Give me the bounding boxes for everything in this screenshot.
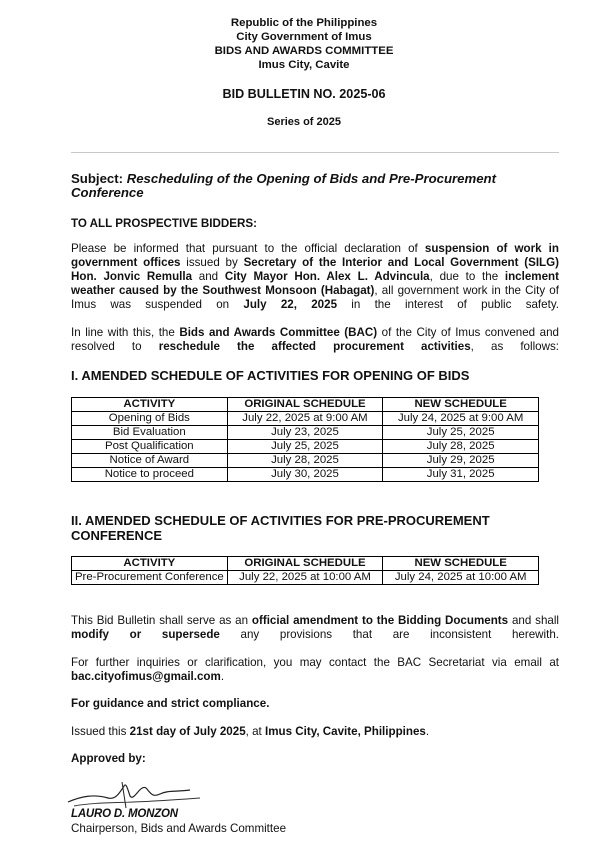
header-city-government: City Government of Imus [236,31,372,43]
table-cell: July 31, 2025 [383,468,539,482]
text-run: , due to the [429,270,505,283]
table-cell: July 30, 2025 [227,468,383,482]
text-run: For further inquiries or clarification, you may contact the BAC Secretariat via email at [71,656,559,669]
text-run: This Bid Bulletin shall serve as an [71,614,252,627]
table-cell: Pre-Procurement Conference [72,571,228,585]
table-row [72,440,539,454]
table-cell: Notice of Award [72,454,228,468]
column-header: NEW SCHEDULE [383,557,539,571]
table-cell: July 22, 2025 at 10:00 AM [227,571,383,585]
opening-of-bids-schedule-table [71,397,539,482]
pre-procurement-schedule-table [71,556,539,585]
signatory-name: LAURO D. MONZON [71,808,178,820]
text-run: of the City of Imus convened and resolved to [71,326,559,353]
table-row [72,571,539,585]
bold-run: Imus City, Cavite, Philippines [265,725,426,738]
text-run: in the interest of public safety. [337,298,559,311]
paragraph-inquiries [71,656,559,698]
text-run: Please be informed that pursuant to the official declaration of [71,242,425,255]
salutation: TO ALL PROSPECTIVE BIDDERS: [71,217,257,230]
text-run: In line with this, the [71,326,180,339]
section1-heading: I. AMENDED SCHEDULE OF ACTIVITIES FOR OPENING OF BIDS [71,368,470,383]
paragraph-bac-resolution [71,326,559,368]
table-cell: Bid Evaluation [72,426,228,440]
text-run: and shall [508,614,559,627]
bold-run: official amendment to the Bidding Documents [251,614,509,627]
bold-run: City Mayor Hon. Alex L. Advincula [224,270,430,283]
bold-run: suspension of work in government offices [71,242,559,269]
table-cell: July 24, 2025 at 9:00 AM [383,412,539,426]
contact-email: bac.cityofimus@gmail.com [71,670,221,683]
table-cell: Notice to proceed [72,468,228,482]
column-header: ORIGINAL SCHEDULE [227,557,383,571]
text-run: Issued this [71,725,130,738]
bold-run: reschedule the affected procurement activities [158,340,471,353]
bold-run: inclement weather caused by the Southwest Monsoon (Habagat) [71,270,559,297]
table-row [72,412,539,426]
header-location: Imus City, Cavite [258,59,350,71]
issued-line [71,725,559,739]
subject-line [71,172,559,200]
bold-run: modify or supersede [71,628,220,641]
approved-by-label: Approved by: [71,752,146,765]
table-row [72,468,539,482]
column-header: ACTIVITY [72,398,228,412]
signatory-title: Chairperson, Bids and Awards Committee [71,822,287,835]
table-cell: Post Qualification [72,440,228,454]
column-header: NEW SCHEDULE [383,398,539,412]
table-cell: July 25, 2025 [383,426,539,440]
letterhead [0,16,608,72]
paragraph-amendment [71,614,559,656]
table-cell: July 25, 2025 [227,440,383,454]
text-run: , as follows: [470,340,559,353]
text-run: and [192,270,225,283]
header-divider [71,152,559,153]
column-header: ORIGINAL SCHEDULE [227,398,383,412]
table-cell: July 29, 2025 [383,454,539,468]
bold-run: 21st day of July 2025 [129,725,246,738]
text-run: , at [245,725,265,738]
subject-label: Subject: [71,171,124,186]
text-run: . [425,725,430,738]
table-row [72,454,539,468]
table-header-row [72,398,539,412]
subject-text: Rescheduling of the Opening of Bids and Pre-Procurement Conference [71,171,496,200]
bulletin-number: BID BULLETIN NO. 2025-06 [222,87,386,101]
text-run: . [220,670,225,683]
bulletin-series: Series of 2025 [267,116,341,128]
column-header: ACTIVITY [72,557,228,571]
paragraph-suspension [71,242,559,326]
table-cell: July 28, 2025 [383,440,539,454]
table-cell: Opening of Bids [72,412,228,426]
header-country: Republic of the Philippines [230,17,378,29]
guidance-line: For guidance and strict compliance. [71,697,270,710]
table-header-row [72,557,539,571]
header-committee: BIDS AND AWARDS COMMITTEE [214,45,394,57]
section2-heading: II. AMENDED SCHEDULE OF ACTIVITIES FOR PRE-PROCUREMENT CONFERENCE [71,513,490,543]
bold-run: July 22, 2025 [243,298,338,311]
table-cell: July 28, 2025 [227,454,383,468]
table-cell: July 22, 2025 at 9:00 AM [227,412,383,426]
bold-run: Bids and Awards Committee (BAC) [179,326,378,339]
text-run: , all government work in the City of Imus was suspended on [71,284,559,311]
table-cell: July 23, 2025 [227,426,383,440]
bold-run: Secretary of the Interior and Local Government (SILG) Hon. Jonvic Remulla [71,256,560,283]
table-cell: July 24, 2025 at 10:00 AM [383,571,539,585]
text-run: any provisions that are inconsistent herewith. [219,628,559,641]
text-run: issued by [180,256,244,269]
table-row [72,426,539,440]
